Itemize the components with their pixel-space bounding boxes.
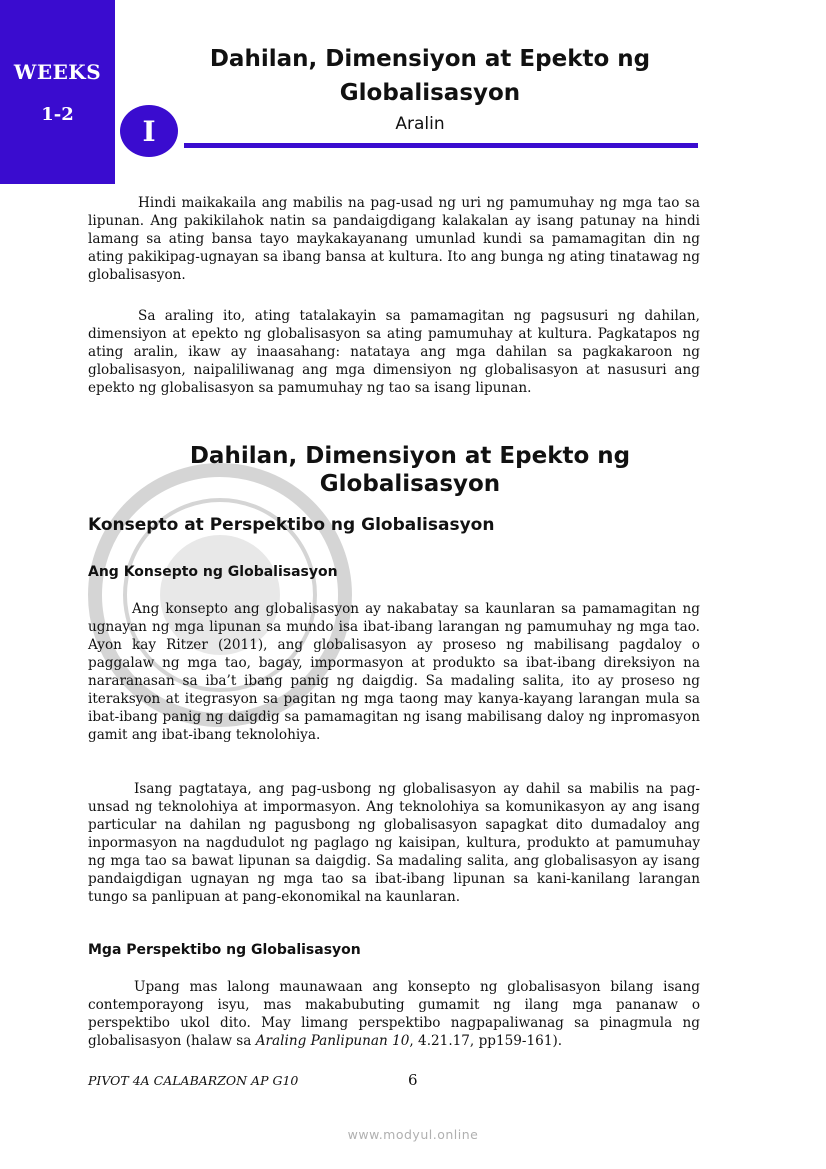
lesson-number-badge: I xyxy=(120,105,178,157)
perspektibo-paragraph: Upang mas lalong maunawaan ang konsepto ng globalisasyon bilang isang contemporayong isyu, mas makabubuting gumamit ng ilang mga pananaw o perspektibo ukol dito. May limang perspektibo nagpapaliwanag sa pinagmula ng globalisasyon (halaw sa Araling Panlipunan 10, 4.21.17, pp159-161). xyxy=(88,979,700,1049)
document-code: PIVOT 4A CALABARZON AP G10 xyxy=(88,1073,299,1088)
page-number: 6 xyxy=(408,1071,418,1089)
weeks-range: 1-2 xyxy=(41,104,74,125)
konsepto-heading: Ang Konsepto ng Globalisasyon xyxy=(88,564,338,580)
section-title-line1: Dahilan, Dimensiyon at Epekto ng xyxy=(189,443,631,469)
konsepto-paragraph: Ang konsepto ang globalisasyon ay nakabatay sa kaunlaran sa pamamagitan ng ugnayan ng mga lipunan sa mundo isa ibat-ibang larangan ng pamumuhay ng mga tao. Ayon kay Ritzer (2011), ang globalisasyon ay proseso ng mabilisang pagdaloy o paggalaw ng mga tao, bagay, impormasyon at produkto sa ibat-ibang direksiyon na nararanasan sa iba’t ibang panig ng daigdig. Sa madaling salita, ito ay proseso ng iteraksyon at itegrasyon sa pagitan ng mga taong may kanya-kayang larangan mula sa ibat-ibang panig ng daigdig sa pamamagitan ng isang mabilisang daloy ng inpromasyon gamit ang ibat-ibang teknolohiya. xyxy=(88,601,700,743)
pagtataya-paragraph: Isang pagtataya, ang pag-usbong ng globalisasyon ay dahil sa mabilis na pag-unsad ng teknolohiya at impormasyon. Ang teknolohiya sa komunikasyon ay ang isang particular na dahilan ng pagusbong ng globalisasyon sapagkat dito dumadaloy ang inpormasyon na nagdudulot ng paglago ng kaisipan, kultura, produkto at pamumuhay ng mga tao sa bawat lipunan sa daigdig. Sa madaling salita, ang globalisasyon ay isang pandaigdigan ugnayan ng mga tao sa ibat-ibang lipunan sa kani-kanilang larangan tungo sa panlipuan at pang-ekonomikal na kaunlaran. xyxy=(88,781,700,905)
title-underline xyxy=(184,143,698,148)
konsepto-perspektibo-heading: Konsepto at Perspektibo ng Globalisasyon xyxy=(88,515,495,535)
aralin-label: Aralin xyxy=(395,114,445,134)
site-watermark: www.modyul.online xyxy=(347,1127,479,1142)
section-title-line2: Globalisasyon xyxy=(319,471,501,497)
lesson-title-line2: Globalisasyon xyxy=(339,80,521,106)
intro-paragraph-1: Hindi maikakaila ang mabilis na pag-usad ng uri ng pamumuhay ng mga tao sa lipunan. Ang pakikilahok natin sa pandaigdigang kalakalan ay isang patunay na hindi lamang sa ating bansa tayo maykakayanang umunlad kundi sa pamamagitan din ng ating pakikipag-ugnayan sa ibang bansa at kultura. Ito ang bunga ng ating tinatawag ng globalisasyon. xyxy=(88,195,700,283)
lesson-title-line1: Dahilan, Dimensiyon at Epekto ng xyxy=(209,46,651,72)
intro-paragraph-2: Sa araling ito, ating tatalakayin sa pamamagitan ng pagsusuri ng dahilan, dimensiyon at epekto ng globalisasyon sa ating pamumuhay at kultura. Pagkatapos ng ating aralin, ikaw ay inaasahang: natataya ang mga dahilan sa pagkakaroon ng globalisasyon, naipaliliwanag ang mga dimensiyon ng globalisasyon at nasusuri ang epekto ng globalisasyon sa pamumuhay ng tao sa isang lipunan. xyxy=(88,308,700,396)
weeks-badge xyxy=(0,0,115,184)
weeks-label: WEEKS xyxy=(13,60,102,84)
perspektibo-heading: Mga Perspektibo ng Globalisasyon xyxy=(88,942,361,958)
